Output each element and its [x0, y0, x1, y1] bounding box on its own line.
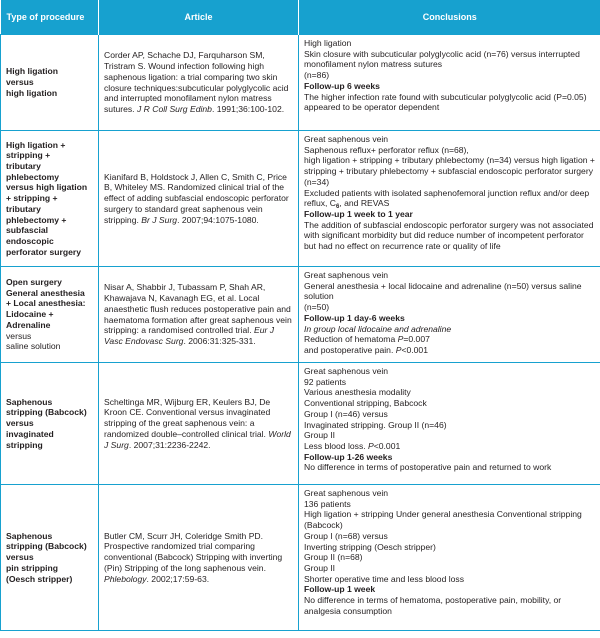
article-tail: . 1991;36:100-102.	[211, 103, 285, 114]
conclusion-line: Skin closure with subcuticular polyglycolic acid (n=76) versus interrupted monofilament nylon matress sutures	[304, 48, 580, 70]
conclusion-line: Conventional stripping, Babcock	[304, 398, 427, 409]
table-row	[1, 363, 600, 485]
exclusion-tail: , and REVAS	[339, 198, 390, 209]
follow-up-label: Follow-up 1 week to 1 year	[304, 208, 413, 219]
class-subscript: 6	[336, 204, 340, 211]
procedure-type-line: Saphenous	[6, 396, 53, 407]
procedure-type-cell	[1, 363, 99, 485]
procedure-type-line: tributary	[6, 161, 41, 172]
procedure-type-line: pin stripping	[6, 562, 59, 573]
procedure-type-line: + stripping +	[6, 193, 58, 204]
conclusion-line: Group I (n=68) versus	[304, 530, 388, 541]
procedure-type-line: phlebectomy	[6, 171, 60, 182]
table-row	[1, 35, 600, 131]
hematoma-text: Reduction of hematoma	[304, 334, 398, 345]
exclusion-text: Excluded patients with isolated saphenofemoral junction reflux and/or deep reflux, C	[304, 187, 590, 209]
procedure-type-line: endoscopic	[6, 235, 54, 246]
conclusion-line	[304, 334, 595, 345]
follow-up-label: Follow-up 1 day-6 weeks	[304, 312, 405, 323]
table-row	[1, 131, 600, 267]
conclusion-line: (n=50)	[304, 302, 330, 313]
article-journal: Br J Surg	[141, 214, 178, 225]
conclusion-line	[304, 441, 595, 452]
article-tail: . 2002;17:59-63.	[146, 573, 210, 584]
table-row	[1, 267, 600, 363]
conclusion-line: Great saphenous vein	[304, 488, 389, 498]
conclusions-cell	[299, 363, 600, 485]
procedure-type-line: Saphenous	[6, 530, 53, 541]
procedure-type-line: High ligation +	[6, 139, 66, 150]
procedure-type-line: Adrenaline	[6, 319, 51, 330]
procedure-type-line: stripping +	[6, 150, 51, 161]
header-type: Type of procedure	[1, 0, 99, 35]
procedure-type-line: Lidocaine +	[6, 309, 54, 320]
article-tail: . 2007;31:2236-2242.	[128, 439, 211, 450]
conclusion-line: Group II (n=68)	[304, 552, 363, 563]
procedure-type-line: + Local anesthesia:	[6, 298, 86, 309]
article-tail: . 2007;94:1075-1080.	[177, 214, 259, 225]
procedure-type-line: stripping (Babcock)	[6, 407, 87, 418]
conclusion-line: Great saphenous vein	[304, 134, 389, 144]
conclusion-line: The addition of subfascial endoscopic perforator surgery was not associated with significant morbidity but did reduce number of incompetent perforator but had no effect on recurrence rate or quality of life	[304, 219, 594, 252]
conclusion-line: Shorter operative time and less blood loss	[304, 573, 465, 584]
article-cell	[99, 485, 299, 631]
procedure-type-line: phlebectomy +	[6, 214, 67, 225]
p-value: <0.001	[373, 440, 401, 451]
article-journal: Phlebology	[104, 573, 147, 584]
conclusions-cell	[299, 485, 600, 631]
conclusion-line: High ligation + stripping Under general anesthesia Conventional stripping (Babcock)	[304, 509, 582, 531]
procedure-type-line: General anesthesia	[6, 287, 85, 298]
table-row	[1, 485, 600, 631]
p-value: <0.001	[401, 344, 428, 355]
article-cell	[99, 363, 299, 485]
article-journal: J R Coll Surg Edinb	[136, 103, 212, 114]
procedure-type-line: Open surgery	[6, 277, 62, 288]
conclusions-cell	[299, 267, 600, 363]
procedure-type-cell	[1, 131, 99, 267]
blood-loss-text: Less blood loss.	[304, 440, 369, 451]
procedure-type-line: versus	[6, 330, 32, 341]
article-cell	[99, 131, 299, 267]
p-symbol: P	[395, 344, 402, 355]
conclusion-line: No difference in terms of hematoma, postoperative pain, mobility, or analgesia consumption	[304, 595, 562, 616]
procedure-type-line: stripping (Babcock)	[6, 541, 87, 552]
follow-up-label: Follow-up 1-26 weeks	[304, 451, 393, 462]
follow-up-label: Follow-up 1 week	[304, 584, 376, 595]
conclusion-line: In group local lidocaine and adrenaline	[304, 323, 452, 334]
conclusion-line: Group I (n=46) versus	[304, 408, 388, 419]
header-conclusions: Conclusions	[299, 0, 600, 35]
article-text: Butler CM, Scurr JH, Coleridge Smith PD. Prospective randomized trial comparing conventional (Babcock) Stripping with inverting (Pin) Stripping of the long saphenous vein.	[104, 530, 283, 573]
p-value: =0.007	[403, 334, 430, 345]
header-article: Article	[99, 0, 299, 35]
conclusion-line: Great saphenous vein	[304, 270, 389, 280]
procedure-type-line: high ligation	[6, 87, 58, 98]
follow-up-label: Follow-up 6 weeks	[304, 80, 380, 91]
procedure-type-line: versus	[6, 77, 34, 88]
conclusion-line: Inverting stripping (Oesch stripper)	[304, 541, 436, 552]
procedure-type-cell	[1, 267, 99, 363]
procedure-type-cell	[1, 35, 99, 131]
conclusion-line	[304, 345, 595, 356]
conclusions-cell	[299, 131, 600, 267]
article-cell	[99, 267, 299, 363]
procedure-type-line: stripping	[6, 439, 43, 450]
conclusion-line: Saphenous reflux+ perforator reflux (n=68),	[304, 144, 469, 155]
conclusion-line: Group II	[304, 562, 336, 573]
article-text: Corder AP, Schache DJ, Farquharson SM, Tristram S. Wound infection following high saphenous ligation: a trial comparing two skin closure techniques:subcuticular polyglycolic acid and interrupted monofilament nylon matress sutures.	[104, 50, 289, 114]
article-text: Scheltinga MR, Wijburg ER, Keulers BJ, De Kroon CE. Conventional versus invaginated stripping of the great saphenous vein: a randomized double–controlled clinical trial.	[104, 396, 271, 439]
p-symbol: P	[397, 334, 404, 345]
conclusion-line: General anesthesia + local lidocaine and adrenaline (n=50) versus saline solution	[304, 280, 582, 302]
procedure-type-line: saline solution	[6, 341, 61, 352]
article-cell	[99, 35, 299, 131]
procedure-type-line: versus	[6, 552, 34, 563]
header-row	[1, 0, 600, 35]
article-journal: Eur J Vasc Endovasc Surg	[104, 325, 275, 346]
procedure-type-line: perforator surgery	[6, 246, 81, 257]
conclusion-line: Group II	[304, 430, 336, 441]
procedure-type-line: (Oesch stripper)	[6, 573, 73, 584]
conclusion-line: High ligation	[304, 38, 352, 48]
procedure-type-line: versus	[6, 418, 34, 429]
procedure-type-line: invaginated	[6, 428, 54, 439]
conclusion-line: No difference in terms of postoperative pain and returned to work	[304, 462, 552, 473]
pain-text: and postoperative pain.	[304, 344, 396, 355]
conclusion-line: The higher infection rate found with subcuticular polyglycolic acid (P=0.05) appeared to be operator dependent	[304, 91, 587, 113]
conclusion-line: 136 patients	[304, 498, 351, 509]
conclusions-cell	[299, 35, 600, 131]
article-tail: . 2006:31:325-331.	[183, 335, 256, 346]
conclusion-line: (n=86)	[304, 70, 330, 81]
procedure-type-cell	[1, 485, 99, 631]
conclusion-line: high ligation + stripping + tributary phlebectomy (n=34) versus high ligation + stripping + tributary phlebectomy + subfascial endoscopic perforator surgery (n=34)	[304, 155, 595, 187]
procedure-type-line: subfascial	[6, 225, 49, 236]
conclusion-line: Great saphenous vein	[304, 366, 389, 376]
procedure-type-line: tributary	[6, 203, 41, 214]
conclusion-line: Various anesthesia modality	[304, 387, 411, 398]
p-symbol: P	[368, 440, 374, 451]
conclusion-line: 92 patients	[304, 376, 347, 387]
procedure-type-line: versus high ligation	[6, 182, 88, 193]
procedure-type-line: High ligation	[6, 66, 59, 77]
article-text: Kianifard B, Holdstock J, Allen C, Smith C, Price B, Whiteley MS. Randomized clinical trial of the effect of adding subfascial endoscopic perforator surgery to standard great saphenous vein stripping.	[104, 171, 289, 225]
conclusion-line	[304, 188, 595, 209]
article-text: Nisar A, Shabbir J, Tubassam P, Shah AR, Khawajava N, Kavanagh EG, et al. Local anaesthetic flush reduces postoperative pain and haematoma formation after great saphenous vein stripping: a randomised controlled trial.	[104, 282, 292, 336]
conclusion-line: Invaginated stripping. Group II (n=46)	[304, 419, 447, 430]
article-journal: World J Surg	[104, 428, 291, 450]
